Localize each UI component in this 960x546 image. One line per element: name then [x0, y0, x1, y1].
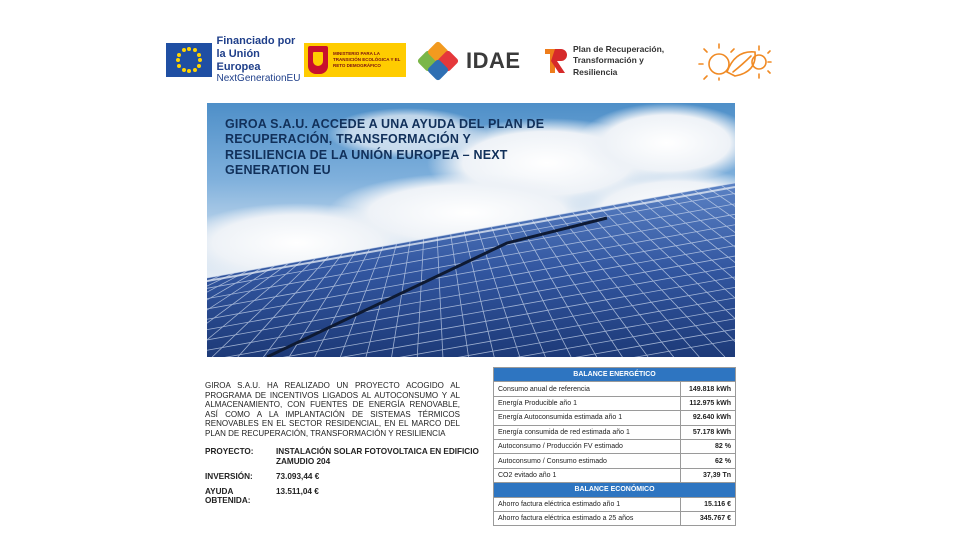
table-row-value: 112.975 kWh — [681, 396, 736, 410]
eu-logo-line3: NextGenerationEU — [216, 73, 301, 85]
table-row-label: Energía consumida de red estimada año 1 — [494, 425, 681, 439]
table-row-value: 15.116 € — [681, 497, 736, 511]
hero-title: GIROA S.A.U. ACCEDE A UNA AYUDA DEL PLAN DE RECUPERACIÓN, TRANSFORMACIÓN Y RESILIENCIA DE LA UNIÓN EUROPEA – NEXT GENERATION EU — [225, 117, 545, 177]
intro-paragraph: GIROA S.A.U. HA REALIZADO UN PROYECTO ACOGIDO AL PROGRAMA DE INCENTIVOS LIGADOS AL AUTOCONSUMO Y AL ALMACENAMIENTO, CON FUENTES DE ENERGÍA RENOVABLE, ASÍ COMO A LA IMPLANTACIÓN DE SISTEMAS TÉRMICOS RENOVABLES EN EL SECTOR RESIDENCIAL, EN EL MARCO DEL PLAN DE RECUPERACIÓN, TRANSFORMACIÓN Y RESILIENCIA — [205, 381, 460, 438]
balance-energetico-header: BALANCE ENERGÉTICO — [494, 368, 736, 382]
idae-logo-text: IDAE — [466, 48, 521, 73]
ayuda-label: AYUDA OBTENIDA: — [205, 487, 251, 505]
ministerio-logo — [304, 43, 406, 77]
prtr-mark-icon — [543, 46, 569, 76]
prtr-logo-line2: Transformación y Resiliencia — [573, 55, 644, 77]
prtr-logo-text — [573, 44, 688, 78]
table-row-label: CO2 evitado año 1 — [494, 468, 681, 482]
table-header-row — [494, 483, 736, 497]
table-row — [494, 454, 736, 468]
table-row-value: 92.640 kWh — [681, 411, 736, 425]
ayuda-value: 13.511,04 € — [276, 487, 319, 496]
table-row-label: Energía Autoconsumida estimada año 1 — [494, 411, 681, 425]
idae-logo — [418, 42, 533, 80]
coat-of-arms-icon — [308, 46, 328, 74]
table-row-value: 57.178 kWh — [681, 425, 736, 439]
table-row-label: Ahorro factura eléctrica estimado a 25 años — [494, 511, 681, 525]
table-row — [494, 511, 736, 525]
proyecto-label: PROYECTO: — [205, 447, 254, 456]
prtr-logo — [543, 44, 688, 78]
table-row — [494, 382, 736, 396]
table-row-value: 82 % — [681, 439, 736, 453]
table-row-value: 149.818 kWh — [681, 382, 736, 396]
hero-solar-panels-image — [207, 103, 735, 357]
table-row-label: Energía Producible año 1 — [494, 396, 681, 410]
table-row-label: Autoconsumo / Producción FV estimado — [494, 439, 681, 453]
sun-leaf-icon — [693, 42, 775, 82]
table-row-value: 37,39 Tn — [681, 468, 736, 482]
table-row-label: Autoconsumo / Consumo estimado — [494, 454, 681, 468]
table-row — [494, 468, 736, 482]
proyecto-value-line1: INSTALACIÓN SOLAR FOTOVOLTAICA EN EDIFICIO — [276, 447, 479, 456]
eu-logo-line1: Financiado por — [216, 35, 296, 48]
table-row — [494, 425, 736, 439]
inversion-value: 73.093,44 € — [276, 472, 320, 481]
table-row-value: 62 % — [681, 454, 736, 468]
table-row — [494, 497, 736, 511]
eu-logo-text — [217, 35, 307, 84]
table-row — [494, 439, 736, 453]
idae-mark-icon — [418, 43, 458, 79]
ministerio-logo-text: MINISTERIO PARA LA TRANSICIÓN ECOLÓGICA Y EL RETO DEMOGRÁFICO — [333, 51, 401, 68]
prtr-logo-line1: Plan de Recuperación, — [573, 43, 665, 54]
table-header-row — [494, 368, 736, 382]
eu-flag-icon — [166, 43, 212, 77]
table-row — [494, 396, 736, 410]
table-row-label: Ahorro factura eléctrica estimado año 1 — [494, 497, 681, 511]
proyecto-value-line2: ZAMUDIO 204 — [276, 457, 331, 466]
eu-logo-line2: la Unión Europea — [216, 47, 261, 73]
eu-funding-logo — [166, 35, 306, 85]
balance-table — [493, 367, 736, 526]
table-row — [494, 411, 736, 425]
table-row-value: 345.767 € — [681, 511, 736, 525]
table-row-label: Consumo anual de referencia — [494, 382, 681, 396]
inversion-label: INVERSIÓN: — [205, 472, 253, 481]
balance-economico-header: BALANCE ECONÓMICO — [494, 483, 736, 497]
